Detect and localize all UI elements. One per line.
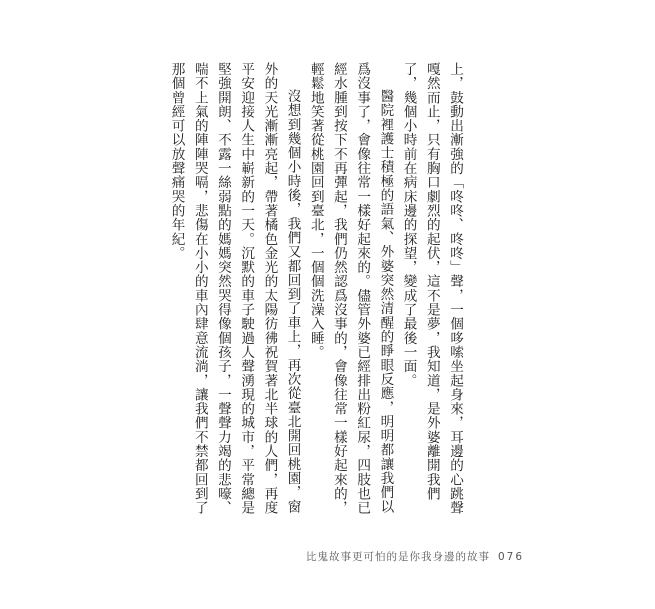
paragraph-continued: 上，鼓動出漸強的「咚咚、咚咚」聲，一個哆嗦坐起身來，耳邊的心跳聲嘎然而止，只有胸口劇烈的起伏，這不是夢，我知道，是外婆離開我們了，幾個小時前在病床邊的探望，變成了最後一面。 xyxy=(400,62,463,515)
paragraph-drive-back: 沒想到幾個小時後，我們又都回到了車上，再次從臺北開回桃園，窗外的天光漸漸亮起，帶著橘色金光的太陽彷彿祝賀著北半球的人們，再度平安迎接人生中嶄新的一天。沉默的車子駛過人聲湧現的城市，平常總是堅強開朗、不露一絲弱點的媽媽突然哭得像個孩子，一聲聲力竭的悲嚎、喘不上氣的陣陣哭嗝，悲傷在小小的車內肆意流淌，讓我們不禁都回到了那個曾經可以放聲痛哭的年紀。 xyxy=(168,62,301,515)
vertical-text-block xyxy=(168,62,466,522)
book-title: 比鬼故事更可怕的是你我身邊的故事 xyxy=(306,551,490,563)
page-footer xyxy=(306,549,524,564)
paragraph-hospital: 醫院裡護士積極的語氣、外婆突然清醒的睜眼反應，明明都讓我們以爲沒事了，會像往常一樣好起來的。儘管外婆已經排出粉紅尿，四肢也已經水腫到按下不再彈起，我們仍然認爲沒事的，會像往常一樣好起來的，輕鬆地笑著從桃園回到臺北，一個個洗澡入睡。 xyxy=(307,62,394,515)
page-number: 076 xyxy=(498,551,525,563)
